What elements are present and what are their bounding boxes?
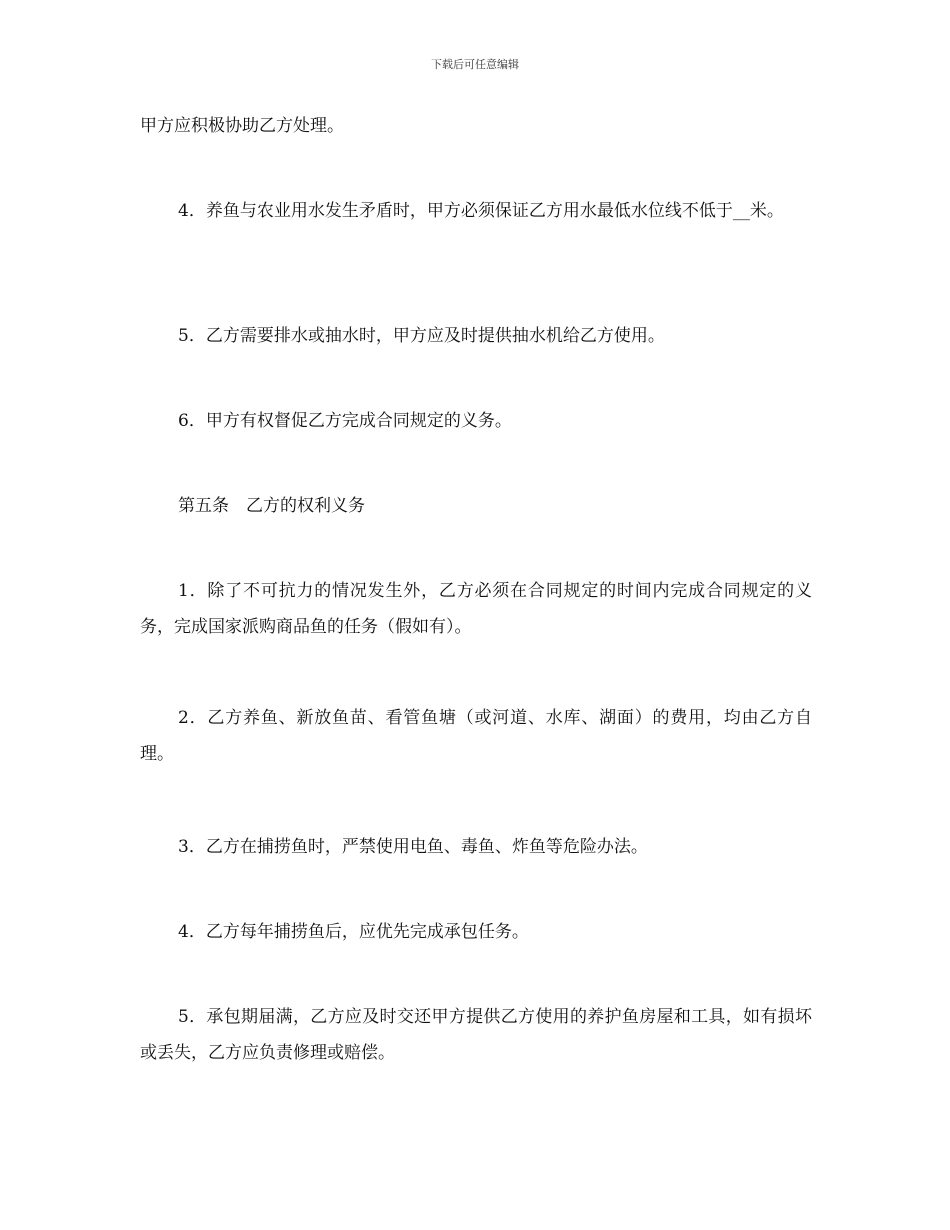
paragraph-clause-5-3: 3．乙方在捕捞鱼时，严禁使用电鱼、毒鱼、炸鱼等危险办法。 bbox=[178, 837, 648, 857]
paragraph-clause-4-6: 6．甲方有权督促乙方完成合同规定的义务。 bbox=[178, 411, 512, 431]
page-header: 下载后可任意编辑 bbox=[431, 58, 519, 71]
paragraph-clause-5-5: 5．承包期届满，乙方应及时交还甲方提供乙方使用的养护鱼房屋和工具，如有损坏或丢失，乙方应负责修理或赔偿。 bbox=[140, 1007, 812, 1063]
section-heading-article-5: 第五条 乙方的权利义务 bbox=[178, 496, 365, 516]
paragraph-continuation: 甲方应积极协助乙方处理。 bbox=[140, 116, 344, 136]
paragraph-clause-5-4: 4．乙方每年捕捞鱼后，应优先完成承包任务。 bbox=[178, 922, 529, 942]
paragraph-clause-4-4: 4．养鱼与农业用水发生矛盾时，甲方必须保证乙方用水最低水位线不低于__米。 bbox=[178, 201, 784, 221]
paragraph-clause-5-2: 2．乙方养鱼、新放鱼苗、看管鱼塘（或河道、水库、湖面）的费用，均由乙方自理。 bbox=[140, 708, 812, 764]
paragraph-clause-5-1: 1．除了不可抗力的情况发生外，乙方必须在合同规定的时间内完成合同规定的义务，完成国家派购商品鱼的任务（假如有）。 bbox=[140, 581, 812, 637]
paragraph-clause-4-5: 5．乙方需要排水或抽水时，甲方应及时提供抽水机给乙方使用。 bbox=[178, 326, 665, 346]
